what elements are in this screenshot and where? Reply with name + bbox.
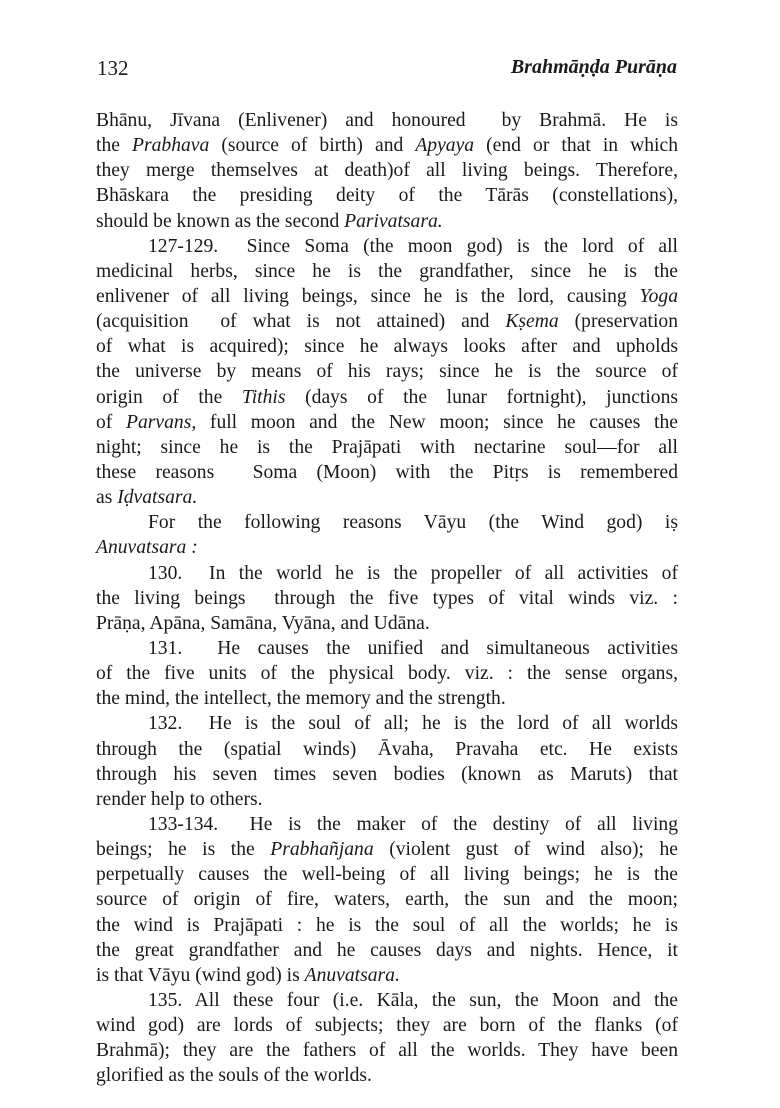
italic-term: Apyaya — [415, 135, 475, 157]
text-line — [96, 762, 678, 787]
text-segment: source of origin of fire, waters, earth, the sun and the moon; — [96, 889, 678, 911]
text-segment: of the five units of the physical body. viz. : the sense organs, — [96, 663, 678, 685]
text-line — [96, 938, 678, 963]
text-segment: glorified as the souls of the worlds. — [96, 1065, 372, 1087]
text-line — [96, 183, 678, 208]
text-segment: Brahmā); they are the fathers of all the worlds. They have been — [96, 1040, 678, 1062]
text-segment: these reasons Soma (Moon) with the Pitṛs is remembered — [96, 461, 678, 483]
text-line — [96, 234, 678, 259]
text-line — [96, 158, 678, 183]
text-line — [96, 385, 678, 410]
text-line — [96, 661, 678, 686]
text-segment: the universe by means of his rays; since he is the source of — [96, 361, 678, 383]
text-segment: medicinal herbs, since he is the grandfather, since he is the — [96, 260, 678, 282]
text-segment: 135. All these four (i.e. Kāla, the sun, the Moon and the — [148, 989, 678, 1011]
text-segment: (acquisition of what is not attained) and — [96, 311, 506, 333]
text-segment: Bhāskara the presiding deity of the Tārās (constellations), — [96, 185, 678, 207]
text-line — [96, 1013, 678, 1038]
italic-term: Prabhañjana — [270, 839, 374, 861]
text-line — [96, 209, 678, 234]
text-line — [96, 988, 678, 1013]
text-segment: the mind, the intellect, the memory and the strength. — [96, 688, 506, 710]
text-segment: through the (spatial winds) Āvaha, Pravaha etc. He exists — [96, 738, 678, 760]
text-line — [96, 284, 678, 309]
text-line — [96, 737, 678, 762]
text-segment: (days of the lunar fortnight), junctions — [285, 386, 678, 408]
text-line — [96, 460, 678, 485]
text-segment: (violent gust of wind also); he — [373, 839, 678, 861]
text-segment: 133-134. He is the maker of the destiny of all living — [148, 813, 678, 835]
text-segment: 130. In the world he is the propeller of all activities of — [148, 562, 678, 584]
text-segment: through his seven times seven bodies (known as Maruts) that — [96, 763, 678, 785]
text-line — [96, 837, 678, 862]
text-line — [96, 812, 678, 837]
text-segment: wind god) are lords of subjects; they are born of the flanks (of — [96, 1015, 678, 1037]
text-line — [96, 359, 678, 384]
text-segment: they merge themselves at death)of all living beings. Therefore, — [96, 160, 678, 182]
text-segment: (preservation — [558, 311, 679, 333]
text-segment: render help to others. — [96, 788, 263, 810]
text-line — [96, 887, 678, 912]
text-segment: origin of the — [96, 386, 242, 408]
text-line — [96, 561, 678, 586]
text-segment: should be known as the second — [96, 210, 345, 232]
text-segment: Prāṇa, Apāna, Samāna, Vyāna, and Udāna. — [96, 612, 430, 634]
text-line — [96, 586, 678, 611]
text-line — [96, 787, 678, 812]
page-header — [97, 56, 677, 86]
italic-term: Parvans, — [126, 411, 197, 433]
page-number: 132 — [97, 56, 129, 80]
text-line — [96, 1063, 678, 1088]
text-segment: 127-129. Since Soma (the moon god) is the lord of all — [148, 235, 678, 257]
text-segment: (source of birth) and — [209, 135, 416, 157]
text-segment: night; since he is the Prajāpati with nectarine soul—for all — [96, 436, 678, 458]
text-segment: (end or that in which — [474, 135, 678, 157]
text-segment: beings; he is the — [96, 839, 271, 861]
text-segment: the — [96, 135, 132, 157]
text-line — [96, 611, 678, 636]
italic-term: Prabhava — [132, 135, 210, 157]
text-line — [96, 259, 678, 284]
italic-term: Anuvatsara. — [304, 964, 400, 986]
text-segment: of what is acquired); since he always looks after and upholds — [96, 336, 678, 358]
text-line — [96, 108, 678, 133]
italic-term: Iḍvatsara. — [117, 487, 198, 509]
text-line — [96, 636, 678, 661]
text-segment: For the following reasons Vāyu (the Wind god) iṣ — [148, 512, 678, 534]
text-line — [96, 510, 678, 535]
italic-term: Anuvatsara : — [96, 537, 198, 559]
text-segment: as — [96, 487, 118, 509]
text-line — [96, 963, 678, 988]
text-line — [96, 686, 678, 711]
text-segment: of — [96, 411, 127, 433]
italic-term: Tithis — [241, 386, 286, 408]
text-line — [96, 309, 678, 334]
text-line — [96, 711, 678, 736]
text-line — [96, 913, 678, 938]
text-line — [96, 862, 678, 887]
text-segment: full moon and the New moon; since he causes the — [196, 411, 678, 433]
text-segment: the living beings through the five types of vital winds viz. : — [96, 587, 678, 609]
body-text — [96, 108, 678, 1088]
text-segment: Bhānu, Jīvana (Enlivener) and honoured by Brahmā. He is — [96, 110, 678, 131]
italic-term: Yoga — [639, 285, 678, 307]
text-segment: is that Vāyu (wind god) is — [96, 964, 305, 986]
text-line — [96, 133, 678, 158]
text-segment: perpetually causes the well-being of all living beings; he is the — [96, 864, 678, 886]
text-segment: 132. He is the soul of all; he is the lord of all worlds — [148, 713, 678, 735]
text-line — [96, 334, 678, 359]
running-title: Brahmāṇḍa Purāṇa — [510, 56, 677, 78]
text-line — [96, 410, 678, 435]
text-line — [96, 435, 678, 460]
text-line — [96, 1038, 678, 1063]
text-segment: enlivener of all living beings, since he is the lord, causing — [96, 285, 640, 307]
text-line — [96, 535, 678, 560]
text-segment: the wind is Prajāpati : he is the soul of all the worlds; he is — [96, 914, 678, 936]
text-line — [96, 485, 678, 510]
text-segment: 131. He causes the unified and simultaneous activities — [148, 637, 678, 659]
italic-term: Parivatsara. — [344, 210, 443, 232]
italic-term: Kṣema — [505, 311, 559, 333]
text-segment: the great grandfather and he causes days and nights. Hence, it — [96, 939, 678, 961]
